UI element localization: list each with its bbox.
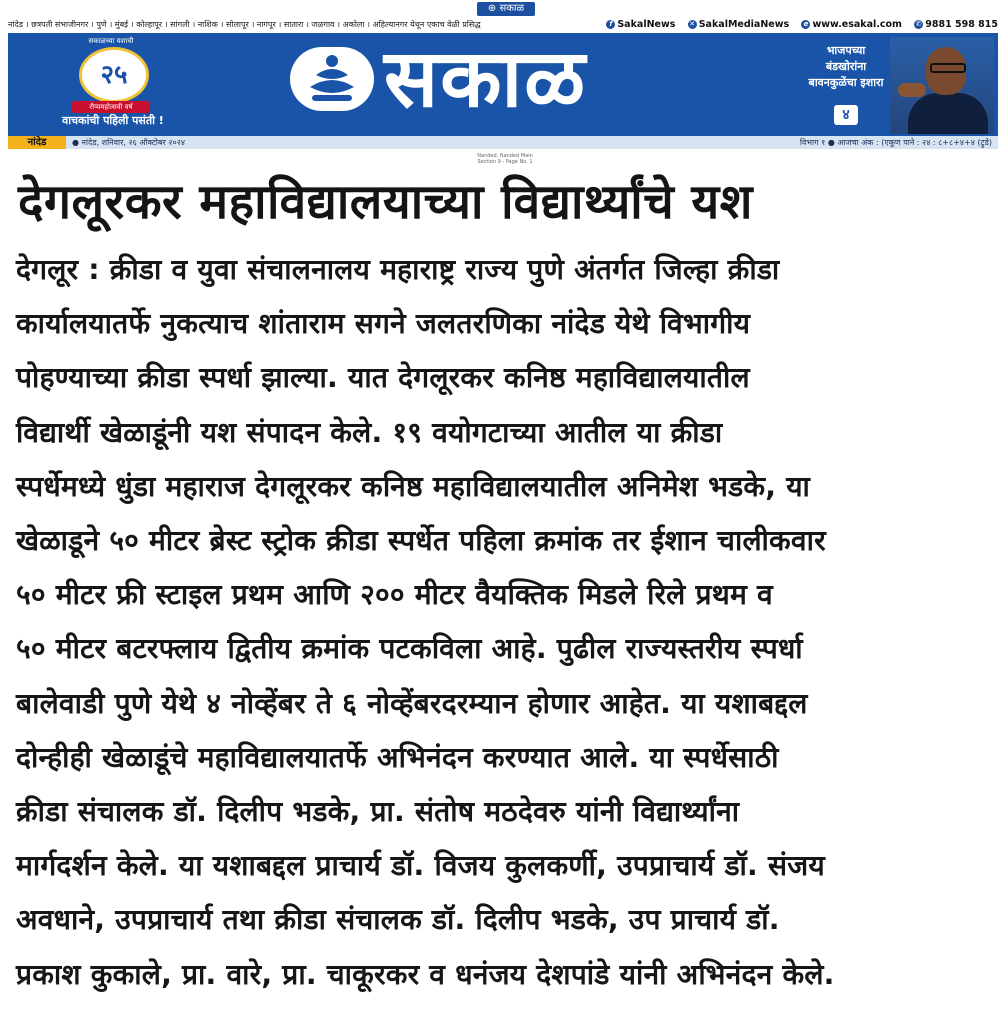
article-line: देगलूर : क्रीडा व युवा संचालनालय महाराष्ट्र राज्य पुणे अंतर्गत जिल्हा क्रीडा — [16, 253, 780, 286]
teaser-headline: भाजपच्या बंडखोरांना बावनकुळेंचा इशारा — [808, 44, 884, 89]
phone-icon: ✆ — [915, 20, 922, 28]
article-line: बालेवाडी पुणे येथे ४ नोव्हेंबर ते ६ नोव्हेंबरदरम्यान होणार आहेत. या यशाबद्दल — [16, 686, 808, 720]
article-line: विद्यार्थी खेळाडूंनी यश संपादन केले. १९ वयोगटाच्या आतील या क्रीडा — [16, 415, 723, 449]
article-line: क्रीडा संचालक डॉ. दिलीप भडके, प्रा. संतोष मठदेवरु यांनी विद्यार्थ्यांना — [16, 795, 740, 829]
article-line: मार्गदर्शन केले. या यशाबद्दल प्राचार्य डॉ. विजय कुलकर्णी, उपप्राचार्य डॉ. संजय — [16, 849, 825, 883]
city-tag: नांदेड — [8, 136, 66, 149]
article-line: खेळाडूने ५० मीटर ब्रेस्ट स्ट्रोक क्रीडा स्पर्धेत पहिला क्रमांक तर ईशान चालीकवार — [16, 524, 826, 558]
article-line: स्पर्धेमध्ये धुंडा महाराज देगलूरकर कनिष्ठ महाविद्यालयातील अनिमेश भडके, या — [16, 469, 811, 503]
article-line: प्रकाश कुकाले, प्रा. वारे, प्रा. चाकूरकर व धनंजय देशपांडे यांनी अभिनंदन केले. — [16, 957, 835, 991]
dateline-bar — [8, 136, 998, 149]
article-line: अवधाने, उपप्राचार्य तथा क्रीडा संचालक डॉ. दिलीप भडके, उप प्राचार्य डॉ. — [16, 903, 780, 937]
edition-strip: नांदेड । छत्रपती संभाजीनगर । पुणे । मुंबई । कोल्हापूर । सांगली । नाशिक । सोलापूर । नागपूर । सातारा । जळगाव । अकोला । अहिल्यानगर येथून एकाच वेळी प्रसिद्ध — [8, 20, 481, 29]
top-brand-logo: ⊕ सकाळ — [477, 2, 535, 16]
article-headline: देगलूरकर महाविद्यालयाच्या विद्यार्थ्यांचे यश — [18, 174, 753, 230]
x-link[interactable]: ✕ SakalMediaNews — [689, 19, 790, 30]
x-icon: ✕ — [689, 20, 696, 28]
badge-number: २५ — [79, 47, 149, 103]
teaser-page-number: ४ — [834, 105, 858, 125]
facebook-icon: f — [606, 20, 615, 29]
globe-icon: e — [801, 20, 810, 29]
page-info: विभाग १ ● आजचा अंक : (एकूण पाने : २४ : ८+८+४+४ (ट्रुडे) — [799, 138, 992, 147]
article-line: ५० मीटर बटरफ्लाय द्वितीय क्रमांक पटकविला आहे. पुढील राज्यस्तरीय स्पर्धा — [16, 632, 803, 666]
article-line: पोहण्याच्या क्रीडा स्पर्धा झाल्या. यात देगलूरकर कनिष्ठ महाविद्यालयातील — [16, 361, 750, 395]
social-links — [597, 18, 998, 32]
tagline: वाचकांची पहिली पसंती ! — [62, 114, 164, 127]
anniversary-badge — [70, 37, 152, 115]
badge-top-text: सकाळच्या यशाची — [88, 37, 134, 45]
phone-number: ✆ 9881 598 815 — [915, 19, 998, 30]
issue-date: ● नांदेड, शनिवार, २६ ऑक्टोबर २०२४ — [72, 138, 186, 147]
article-body — [16, 243, 998, 1002]
masthead-title: सकाळ — [384, 32, 588, 125]
teaser-photo — [890, 37, 994, 134]
source-stamp: Nanded, Nanded Main Section 9 - Page No. 1 — [477, 153, 533, 165]
article-line: दोन्हीही खेळाडूंचे महाविद्यालयातर्फे अभिनंदन करण्यात आले. या स्पर्धेसाठी — [16, 740, 779, 774]
facebook-link[interactable]: f SakalNews — [606, 19, 675, 30]
masthead — [8, 33, 998, 136]
front-page-teaser[interactable] — [790, 33, 998, 136]
sakal-emblem-icon — [290, 47, 374, 111]
article-line: ५० मीटर फ्री स्टाइल प्रथम आणि २०० मीटर वैयक्तिक मिडले रिले प्रथम व — [16, 578, 773, 612]
article-line: कार्यालयातर्फे नुकत्याच शांताराम सगने जलतरणिका नांदेड येथे विभागीय — [16, 307, 751, 341]
website-link[interactable]: e www.esakal.com — [801, 19, 902, 30]
badge-ribbon: रौप्यमहोत्सवी वर्ष — [72, 101, 150, 113]
